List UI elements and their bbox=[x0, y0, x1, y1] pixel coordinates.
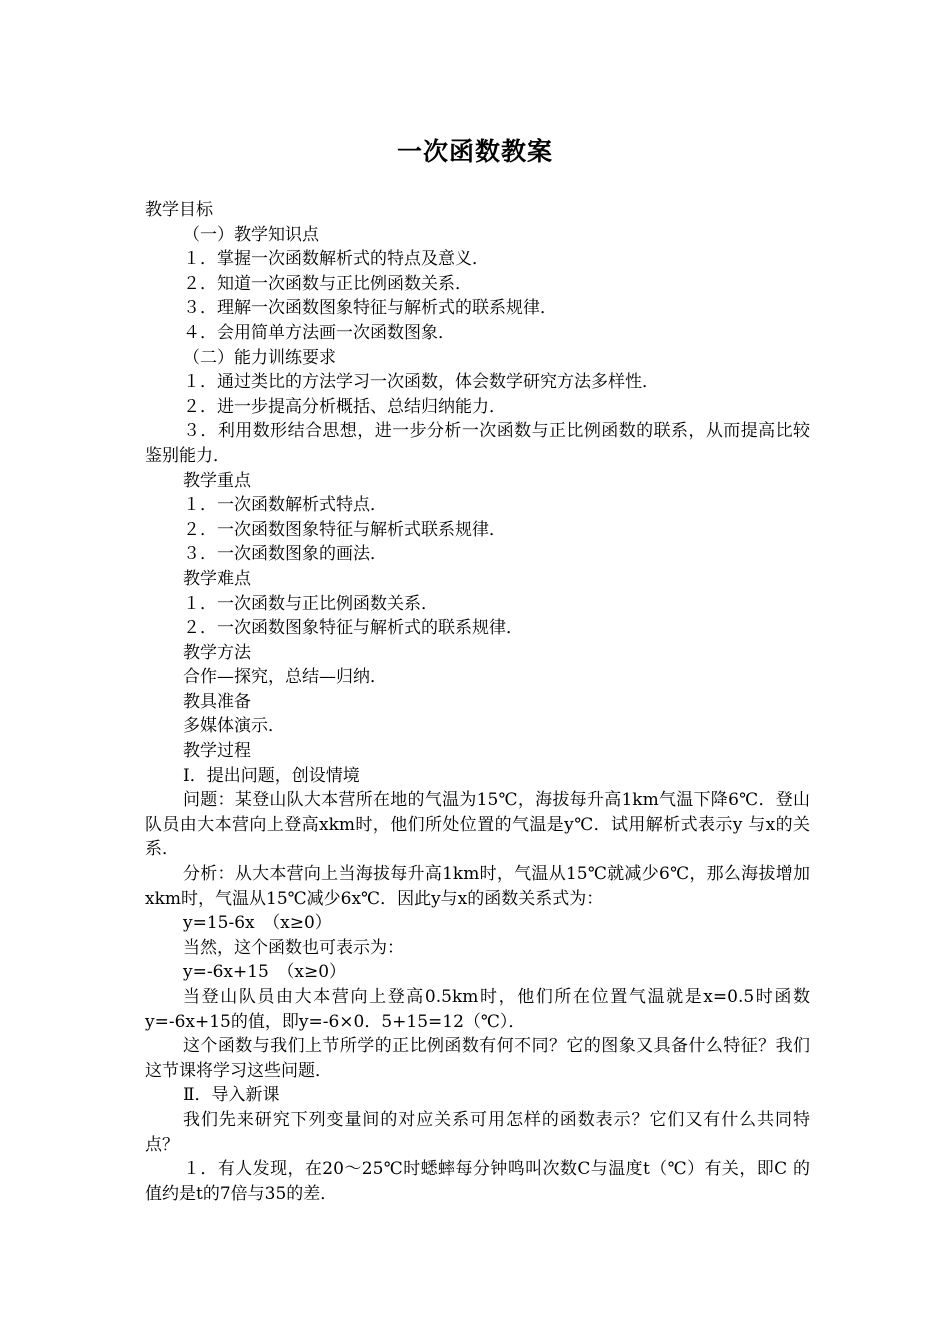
paragraph: １．有人发现，在20～25℃时蟋蟀每分钟鸣叫次数C与温度t（℃）有关，即C 的值约是t的7倍与35的差． bbox=[145, 1159, 810, 1204]
paragraph: （二）能力训练要求 bbox=[183, 347, 336, 368]
paragraph: ３．利用数形结合思想，进一步分析一次函数与正比例函数的联系，从而提高比较鉴别能力． bbox=[145, 421, 810, 466]
paragraph: ３．理解一次函数图象特征与解析式的联系规律． bbox=[183, 298, 557, 319]
paragraph: 教学难点 bbox=[183, 568, 251, 589]
paragraph: 教具准备 bbox=[183, 691, 251, 712]
paragraph: Ⅰ．提出问题，创设情境 bbox=[183, 765, 360, 786]
paragraph: ２．知道一次函数与正比例函数关系． bbox=[183, 273, 472, 294]
paragraph: 教学目标 bbox=[145, 200, 213, 220]
paragraph: １．掌握一次函数解析式的特点及意义． bbox=[183, 249, 489, 270]
paragraph: 我们先来研究下列变量间的对应关系可用怎样的函数表示？它们又有什么共同特点？ bbox=[145, 1109, 810, 1155]
paragraph: ２．一次函数图象特征与解析式的联系规律． bbox=[183, 618, 523, 639]
paragraph: １．一次函数解析式特点． bbox=[183, 495, 387, 516]
paragraph: （一）教学知识点 bbox=[183, 224, 319, 245]
paragraph: ２．一次函数图象特征与解析式联系规律． bbox=[183, 519, 506, 540]
paragraph: ４．会用简单方法画一次函数图象． bbox=[183, 322, 455, 343]
paragraph: 合作—探究，总结—归纳． bbox=[183, 667, 387, 688]
paragraph: 教学过程 bbox=[183, 741, 251, 762]
paragraph: y=-6x+15 （x≥0） bbox=[183, 962, 347, 983]
paragraph: ２．进一步提高分析概括、总结归纳能力． bbox=[183, 396, 506, 417]
paragraph: Ⅱ．导入新课 bbox=[183, 1085, 280, 1106]
paragraph: 问题：某登山队大本营所在地的气温为15℃，海拔每升高1km气温下降6℃．登山队员由大本营向上登高xkm时，他们所处位置的气温是y℃．试用解析式表示y 与x的关系． bbox=[145, 790, 810, 860]
paragraph: 分析：从大本营向上当海拔每升高1km时，气温从15℃就减少6℃，那么海拔增加xkm时，气温从15℃减少6x℃．因此y与x的函数关系式为： bbox=[145, 864, 810, 909]
paragraph: 多媒体演示． bbox=[183, 716, 285, 737]
paragraph: １．一次函数与正比例函数关系． bbox=[183, 593, 438, 614]
paragraph: 教学重点 bbox=[183, 470, 251, 491]
paragraph: y=15-6x （x≥0） bbox=[183, 913, 332, 934]
paragraph: 当登山队员由大本营向上登高0.5km时，他们所在位置气温就是x=0.5时函数y=-6x+15的值，即y=-6×0．5+15=12（℃）． bbox=[145, 987, 810, 1032]
paragraph: 教学方法 bbox=[183, 642, 251, 663]
paragraph: 这个函数与我们上节所学的正比例函数有何不同？它的图象又具备什么特征？我们这节课将学习这些问题． bbox=[145, 1036, 810, 1081]
paragraph: 当然，这个函数也可表示为： bbox=[183, 937, 404, 958]
paragraph: ３．一次函数图象的画法． bbox=[183, 544, 387, 565]
paragraph: １．通过类比的方法学习一次函数，体会数学研究方法多样性． bbox=[183, 372, 659, 393]
document-title: 一次函数教案 bbox=[396, 137, 553, 166]
document-body bbox=[145, 198, 810, 1206]
